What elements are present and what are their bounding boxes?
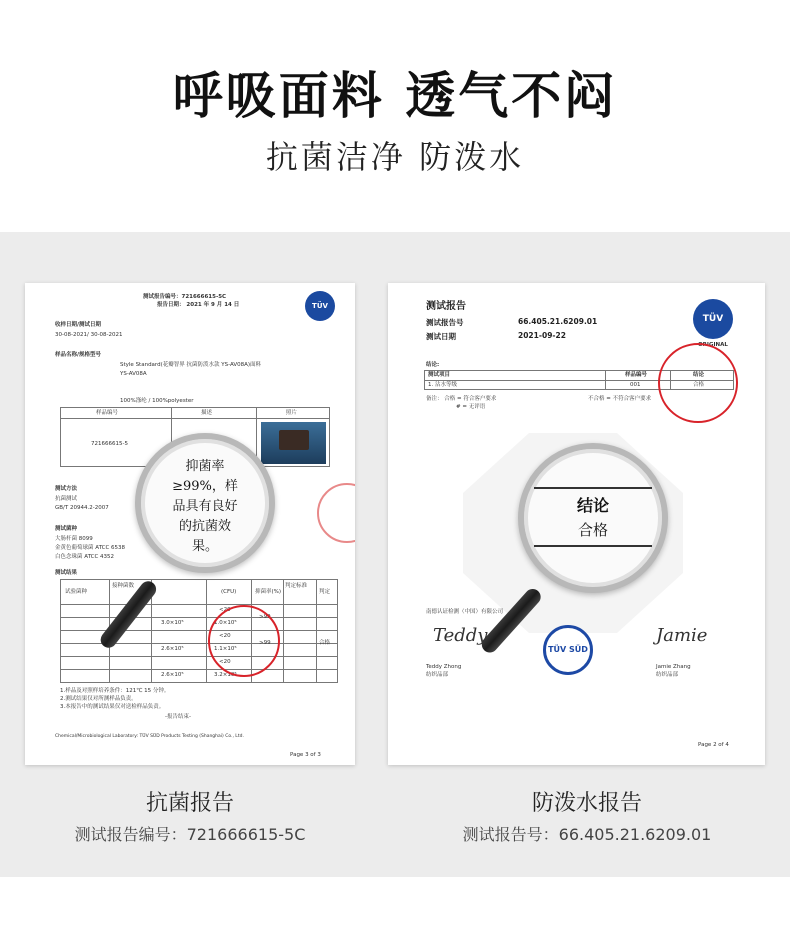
left-caption-subtitle: 测试报告编号：721666615-5C	[74, 825, 306, 844]
strain-item: 大肠杆菌 8099	[55, 536, 93, 542]
test-date-label: 测试日期	[426, 332, 456, 341]
magnifier-lens-icon	[135, 433, 275, 573]
result-header: 接种菌数	[112, 583, 135, 589]
lab-line: 南德认证检测（中国）有限公司	[426, 609, 504, 615]
report-date: 报告日期： 2021 年 9 月 14 日	[157, 302, 240, 308]
result-heading: 测试结果	[55, 570, 78, 576]
strain-item: 金黄色葡萄球菌 ATCC 6538	[55, 545, 126, 551]
result-header: 抑菌率(%)	[255, 589, 282, 595]
note-item: 1.样品及对照样培养条件：121℃ 15 分钟。	[60, 688, 170, 694]
test-period-label: 收样日期/测试日期	[55, 322, 102, 328]
remark-line: 不合格 = 不符合客户要求	[588, 396, 652, 402]
result-initial: 3.0×10⁵	[161, 620, 184, 626]
fabric-sample-photo	[261, 422, 326, 464]
signer-title: 纺织品部	[426, 672, 449, 678]
left-caption-title: 抗菌报告	[145, 791, 234, 816]
tuv-logo-icon: TÜV	[693, 299, 733, 339]
result-header: (CFU)	[221, 589, 237, 595]
signature-teddy-icon: Teddy	[433, 625, 488, 646]
test-date: 2021-09-22	[518, 331, 566, 340]
result-judgement: 合格	[319, 640, 331, 646]
sample-table-header: 照片	[286, 410, 298, 416]
table-cell: 合格	[693, 382, 705, 388]
sample-name: Style Standard(花瓣智界 抗菌防泼水款 YS-AV08A)面料	[120, 362, 262, 368]
right-caption-subtitle: 测试报告号：66.405.21.6209.01	[462, 825, 712, 844]
strain-item: 白色念珠菌 ATCC 4352	[55, 554, 115, 560]
result-header: 试验菌种	[65, 589, 88, 595]
page-number: Page 3 of 3	[290, 752, 321, 758]
official-stamp-icon	[317, 483, 355, 543]
result-rate: >99	[259, 640, 271, 646]
result-table	[60, 579, 338, 683]
antibacterial-report-document	[25, 283, 355, 765]
remark-line: 备注： 合格 = 符合客户要求	[426, 396, 497, 402]
report-title: 测试报告	[426, 301, 466, 312]
report-number: 测试报告编号：721666615-5C	[143, 294, 227, 300]
strain-heading: 测试菌种	[55, 526, 78, 532]
water-repellent-report-document	[388, 283, 765, 765]
sample-id: 721666615-5	[91, 441, 128, 447]
lens-conclusion-label: 结论	[576, 496, 609, 515]
signer-name: Jamie Zhang	[656, 664, 691, 670]
page-title: 呼吸面料 透气不闷	[172, 67, 618, 125]
test-standard: GB/T 20944.2-2007	[55, 505, 109, 511]
result-header: 判定标准	[285, 583, 308, 589]
test-method-heading: 测试方法	[55, 486, 78, 492]
table-header: 结论	[693, 372, 705, 378]
highlight-circle	[208, 605, 280, 677]
result-value: <20	[219, 633, 231, 639]
signer-name: Teddy Zhong	[426, 664, 462, 670]
result-value: <20	[219, 659, 231, 665]
table-header: 样品编号	[625, 372, 648, 378]
lab-name: Chemical/Microbiological Laboratory: TÜV SÜD Products Testing (Shanghai) Co., Ltd.	[55, 734, 244, 739]
page-number: Page 2 of 4	[698, 742, 729, 748]
conclusion-heading: 结论:	[426, 362, 440, 368]
result-rate: >99	[259, 614, 271, 620]
signature-jamie-icon: Jamie	[656, 625, 708, 646]
highlight-circle	[658, 343, 738, 423]
original-mark: ORIGINAL	[698, 342, 728, 348]
page-subtitle: 抗菌洁净 防泼水	[265, 138, 525, 176]
result-value: 1.0×10⁵	[214, 620, 237, 626]
table-cell: 1. 沾水等级	[428, 382, 457, 388]
result-value: 3.2×10⁵	[214, 672, 237, 678]
sample-model: YS-AV08A	[120, 371, 147, 377]
result-initial: 2.6×10⁵	[161, 672, 184, 678]
result-value: 1.1×10⁵	[214, 646, 237, 652]
note-item: 2.测试结果仅对所测样品负责。	[60, 696, 137, 702]
lens-conclusion-value: 合格	[577, 521, 608, 539]
tuv-logo-icon: TÜV	[305, 291, 335, 321]
sample-table-header: 样品编号	[96, 410, 119, 416]
report-number-label: 测试报告号	[426, 318, 464, 327]
note-item: 3.本报告中的测试结果仅对送检样品负责。	[60, 704, 165, 710]
report-end-mark: -报告结束-	[165, 714, 191, 720]
right-caption-title: 防泼水报告	[531, 791, 642, 816]
report-number: 66.405.21.6209.01	[518, 317, 598, 326]
sample-composition: 100%涤纶 / 100%polyester	[120, 398, 194, 404]
lens-text: 抑菌率 ≥99%，样 品具有良好 的抗菌效 果。	[172, 459, 238, 554]
tuv-seal-icon: TÜV SÜD	[543, 625, 593, 675]
signer-title: 纺织品部	[656, 672, 679, 678]
remark-line: # = 无评语	[456, 404, 486, 410]
result-header: 判定	[319, 589, 331, 595]
sample-table-header: 描述	[201, 410, 213, 416]
magnifier-lens-icon	[518, 443, 668, 593]
test-period: 30-08-2021/ 30-08-2021	[55, 332, 123, 338]
result-value: <20	[219, 607, 231, 613]
result-initial: 2.6×10⁵	[161, 646, 184, 652]
table-header: 测试项目	[428, 372, 451, 378]
table-cell: 001	[630, 382, 641, 388]
info-heading: 样品名称/规格型号	[55, 352, 102, 358]
test-item: 抗菌测试	[55, 496, 78, 502]
